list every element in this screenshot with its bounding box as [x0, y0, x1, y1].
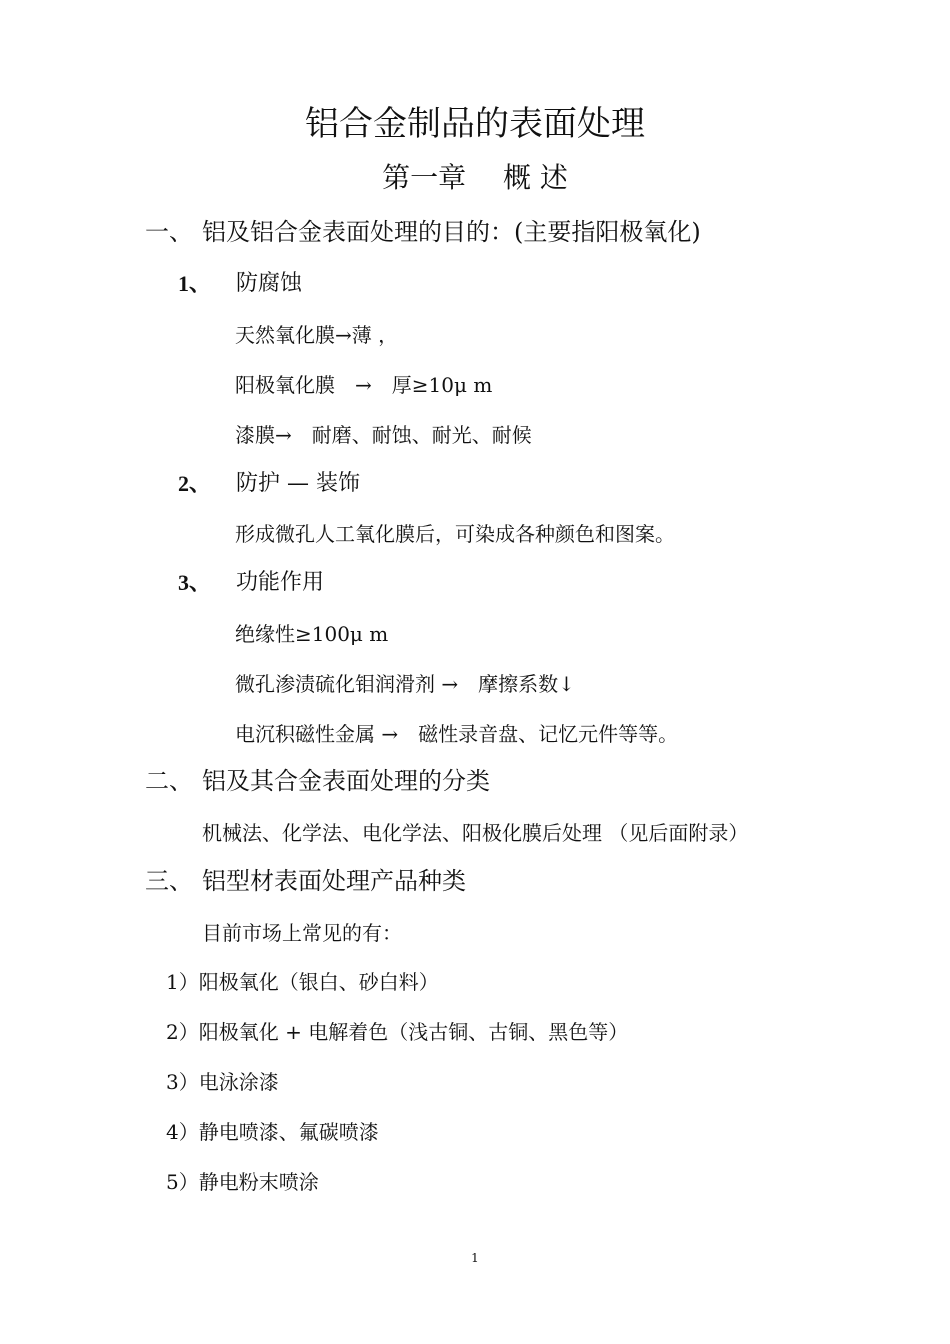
item-3-line-3: 电沉积磁性金属 → 磁性录音盘、记忆元件等等。 [235, 722, 679, 746]
item-1-line-2: 阳极氧化膜 → 厚≥10μ m [235, 373, 493, 397]
item-3-line-2: 微孔渗渍硫化钼润滑剂 → 摩擦系数↓ [235, 672, 575, 696]
item-2-heading: 防护 — 装饰 [236, 471, 360, 496]
product-item-5: 5）静电粉末喷涂 [166, 1170, 319, 1194]
item-1-number: 1、 [178, 271, 212, 296]
item-3-number: 3、 [178, 570, 212, 595]
item-1-heading: 防腐蚀 [236, 271, 303, 296]
item-1-line-3: 漆膜→ 耐磨、耐蚀、耐光、耐候 [235, 423, 532, 447]
section-2-marker: 二、 [145, 767, 193, 795]
section-2-heading: 铝及其合金表面处理的分类 [202, 767, 490, 795]
section-1-marker: 一、 [145, 218, 193, 246]
document-title: 铝合金制品的表面处理 [305, 104, 645, 144]
section-3-heading: 铝型材表面处理产品种类 [202, 867, 466, 895]
section-3-intro: 目前市场上常见的有： [202, 921, 402, 945]
section-2-line: 机械法、化学法、电化学法、阳极化膜后处理 （见后面附录） [202, 821, 749, 845]
chapter-heading: 第一章 概 述 [382, 161, 568, 194]
item-2-number: 2、 [178, 471, 212, 496]
page-number: 1 [471, 1251, 479, 1265]
section-1-heading: 铝及铝合金表面处理的目的：(主要指阳极氧化) [202, 218, 701, 246]
item-1-line-1: 天然氧化膜→薄 ， [235, 323, 399, 347]
product-item-4: 4）静电喷漆、氟碳喷漆 [166, 1120, 379, 1144]
product-item-2: 2）阳极氧化 + 电解着色（浅古铜、古铜、黑色等） [166, 1020, 629, 1044]
item-3-heading: 功能作用 [236, 570, 325, 595]
section-3-marker: 三、 [145, 867, 193, 895]
product-item-1: 1）阳极氧化（银白、砂白料） [166, 970, 439, 994]
item-2-line-1: 形成微孔人工氧化膜后，可染成各种颜色和图案。 [235, 522, 675, 546]
product-item-3: 3）电泳涂漆 [166, 1070, 279, 1094]
item-3-line-1: 绝缘性≥100μ m [235, 622, 389, 646]
